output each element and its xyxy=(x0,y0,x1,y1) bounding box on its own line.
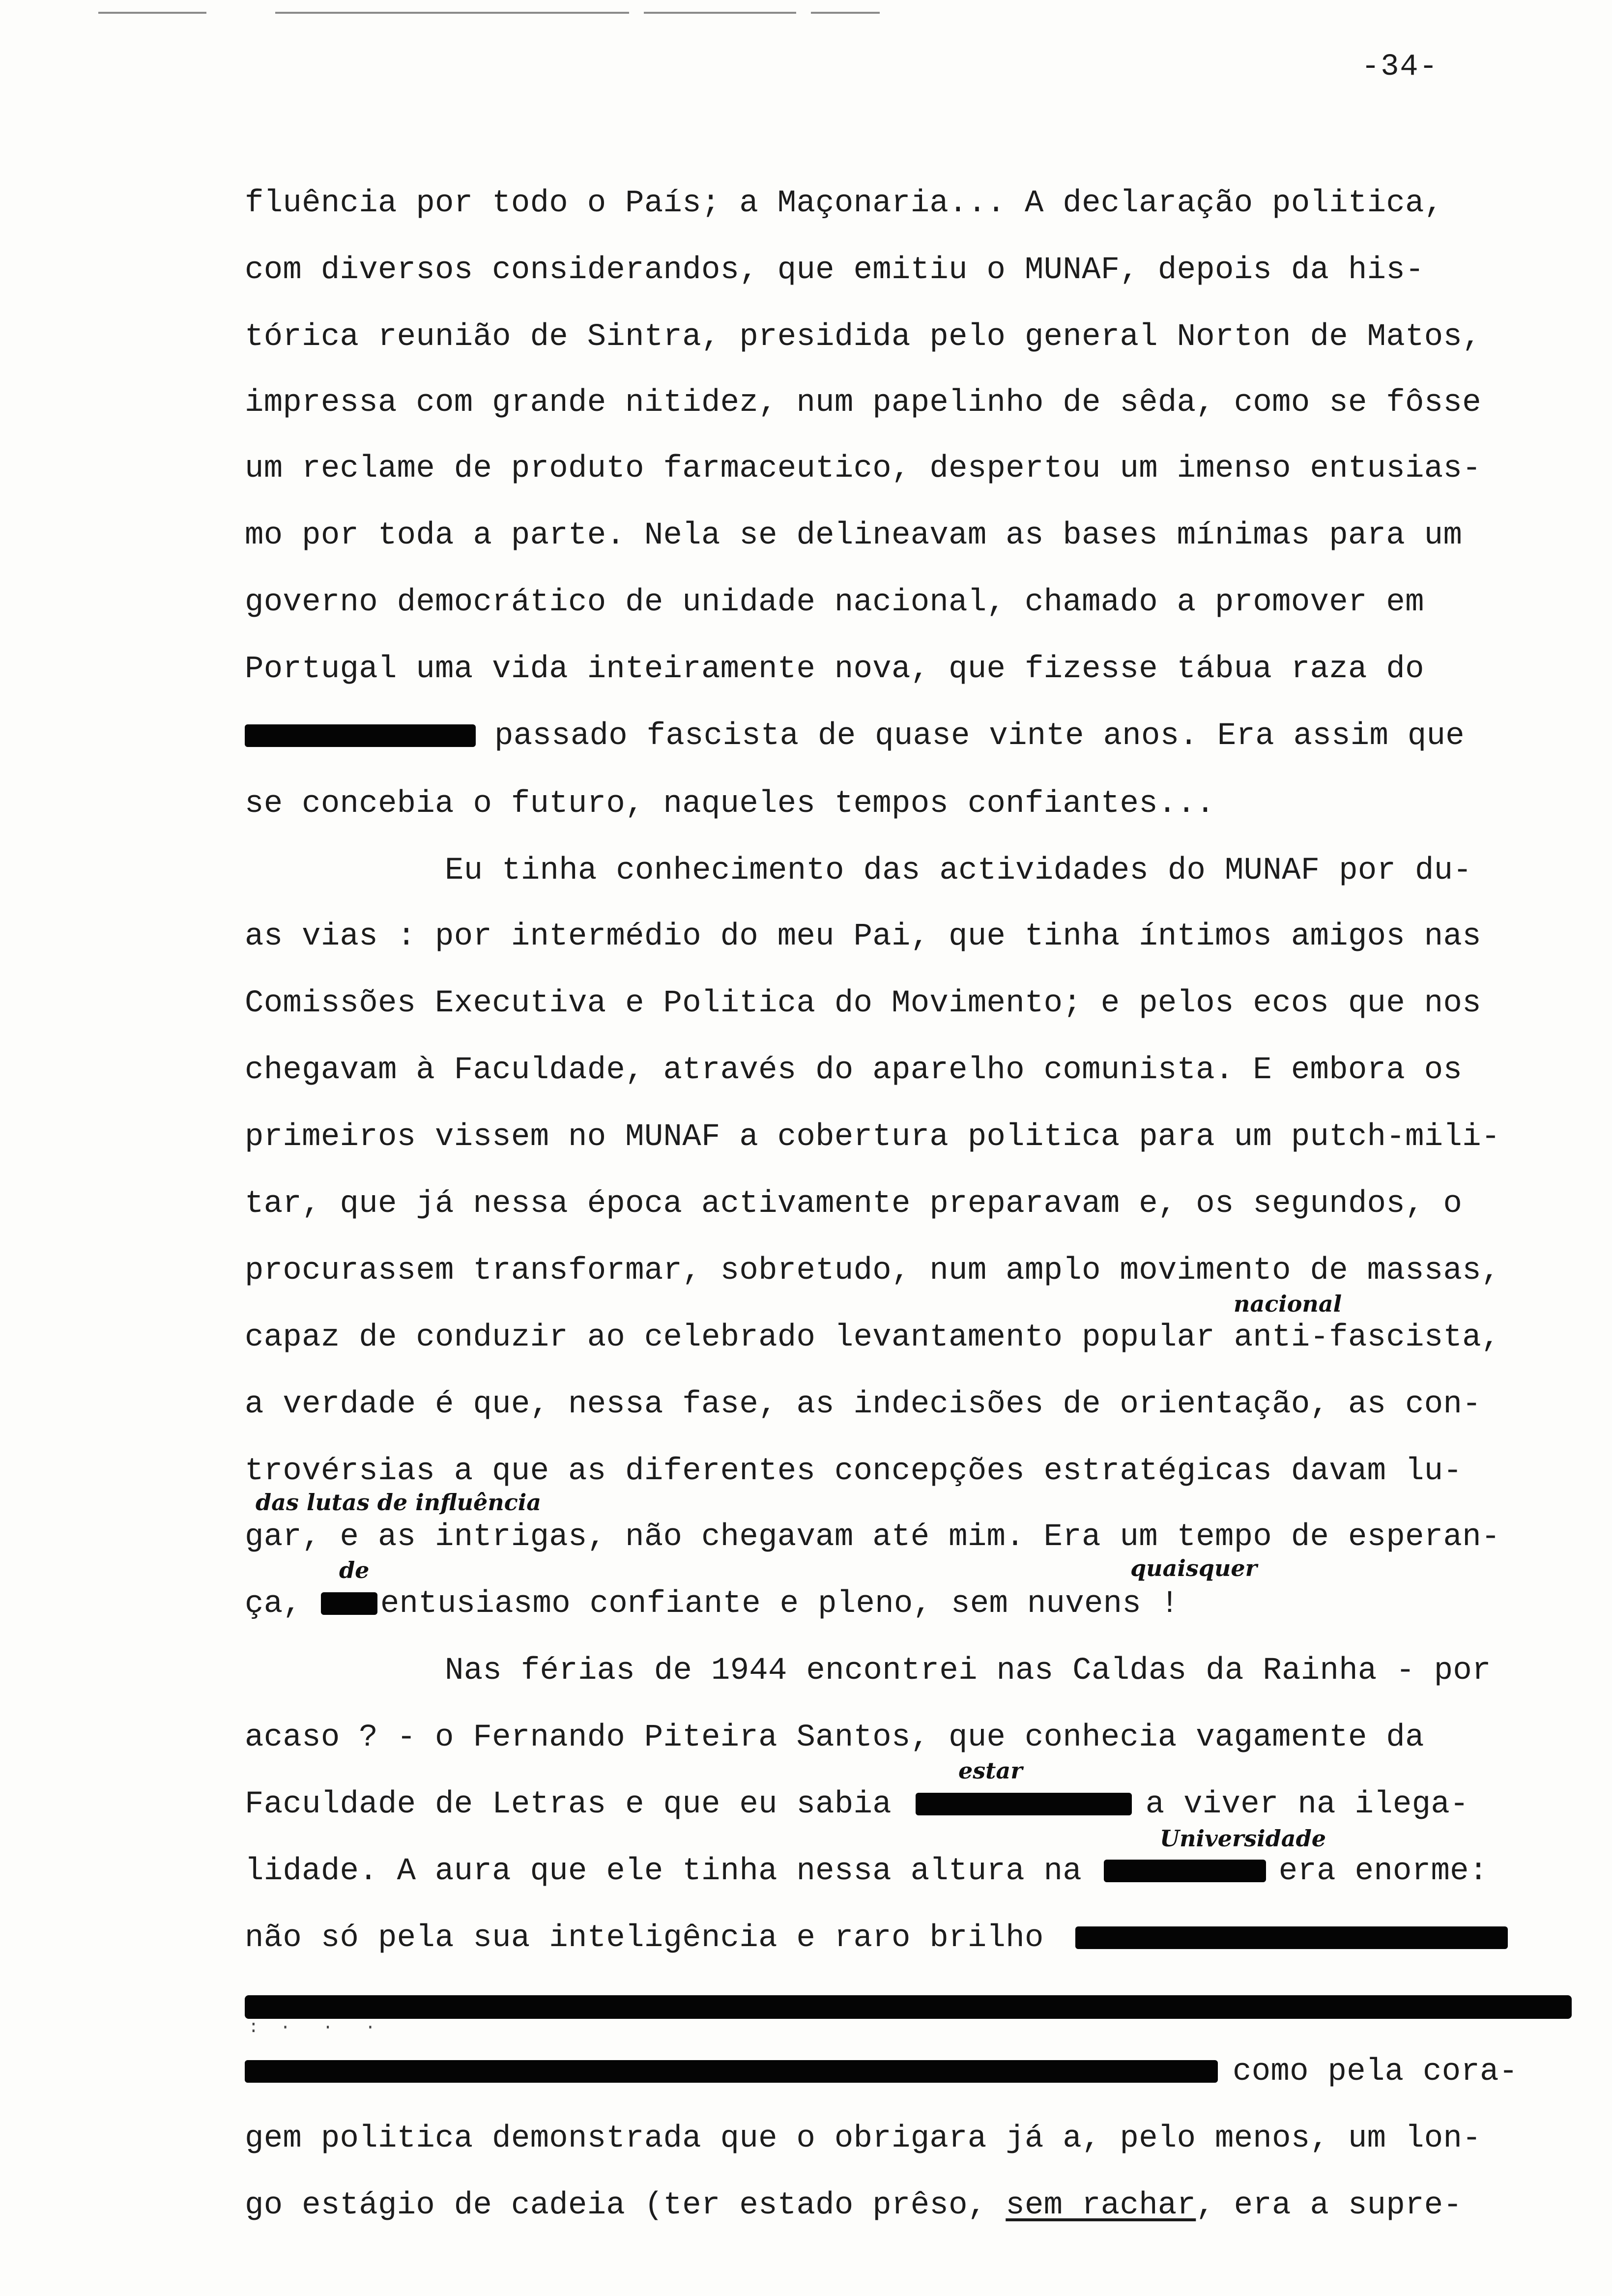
text-line: fluência por todo o País; a Maçonaria... A declaração politica, xyxy=(245,186,1443,221)
text-line: gar, e as intrigas, não chegavam até mim. Era um tempo de esperan- xyxy=(245,1520,1500,1555)
text-fragment: go estágio de cadeia (ter estado prêso, xyxy=(245,2188,1006,2223)
redaction-bar xyxy=(245,1995,1572,2019)
text-line: procurassem transformar, sobretudo, num amplo movimento de massas, xyxy=(245,1253,1500,1289)
text-fragment: passado fascista de quase vinte anos. Era assim que xyxy=(494,718,1465,754)
text-fragment: a viver na ilega- xyxy=(1145,1787,1469,1822)
handwritten-note: estar xyxy=(958,1757,1023,1784)
handwritten-note: nacional xyxy=(1234,1291,1342,1317)
text-line xyxy=(245,1923,1508,1954)
handwritten-note: das lutas de influência xyxy=(256,1489,542,1516)
text-line xyxy=(245,1789,1469,1820)
page-number: -34- xyxy=(1361,49,1439,84)
text-line: acaso ? - o Fernando Piteira Santos, que conhecia vagamente da xyxy=(245,1720,1424,1755)
text-fragment: lidade. A aura que ele tinha nessa altura na xyxy=(245,1854,1082,1889)
text-line: tar, que já nessa época activamente preparavam e, os segundos, o xyxy=(245,1186,1463,1222)
top-rule xyxy=(275,12,629,14)
text-line: com diversos considerandos, que emitiu o MUNAF, depois da his- xyxy=(245,253,1424,288)
underlined-text: sem rachar xyxy=(1006,2188,1196,2223)
text-line: tórica reunião de Sintra, presidida pelo general Norton de Matos, xyxy=(245,319,1481,355)
redaction-bar xyxy=(245,2060,1218,2083)
text-line: chegavam à Faculdade, através do aparelho comunista. E embora os xyxy=(245,1053,1463,1088)
text-fragment: era enorme: xyxy=(1278,1854,1488,1889)
paragraph-start-line: Eu tinha conhecimento das actividades do MUNAF por du- xyxy=(445,853,1472,889)
text-line: Portugal uma vida inteiramente nova, que fizesse tábua raza do xyxy=(245,652,1424,687)
redaction-bar xyxy=(1104,1860,1266,1882)
redaction-bar xyxy=(916,1793,1132,1815)
paragraph-start-line: Nas férias de 1944 encontrei nas Caldas da Rainha - por xyxy=(445,1653,1491,1689)
text-line xyxy=(245,2056,1518,2088)
text-line: Comissões Executiva e Politica do Movimento; e pelos ecos que nos xyxy=(245,986,1481,1021)
text-line: impressa com grande nitidez, num papelinho de sêda, como se fôsse xyxy=(245,385,1481,421)
text-line: gem politica demonstrada que o obrigara já a, pelo menos, um lon- xyxy=(245,2121,1481,2156)
text-line: primeiros vissem no MUNAF a cobertura politica para um putch-mili- xyxy=(245,1119,1500,1155)
text-line: mo por toda a parte. Nela se delineavam as bases mínimas para um xyxy=(245,518,1463,553)
handwritten-note: Universidade xyxy=(1160,1825,1326,1852)
text-line: se concebia o futuro, naqueles tempos confiantes... xyxy=(245,786,1215,822)
text-fragment: entusiasmo confiante e pleno, sem nuvens ! xyxy=(380,1586,1180,1622)
text-line xyxy=(245,720,1465,752)
handwritten-note: quaisquer xyxy=(1130,1555,1257,1581)
text-line xyxy=(245,1588,1180,1620)
text-line: trovérsias a que as diferentes concepções estratégicas davam lu- xyxy=(245,1454,1463,1489)
text-line: um reclame de produto farmaceutico, despertou um imenso entusias- xyxy=(245,451,1481,487)
top-rule xyxy=(98,12,206,14)
text-line: capaz de conduzir ao celebrado levantamento popular anti-fascista, xyxy=(245,1320,1500,1355)
top-rule xyxy=(811,12,880,14)
text-fragment: ça, xyxy=(245,1586,302,1622)
redaction-bar xyxy=(245,724,476,747)
text-fragment: não só pela sua inteligência e raro brilho xyxy=(245,1921,1044,1956)
handwritten-note: de xyxy=(339,1557,370,1583)
redaction-bar xyxy=(321,1592,377,1615)
text-line xyxy=(245,2190,1462,2221)
text-fragment: , era a supre- xyxy=(1196,2188,1463,2223)
text-fragment: Faculdade de Letras e que eu sabia xyxy=(245,1787,892,1822)
top-rule xyxy=(644,12,796,14)
text-fragment: como pela cora- xyxy=(1233,2054,1518,2090)
text-line: governo democrático de unidade nacional, chamado a promover em xyxy=(245,585,1424,620)
text-line: a verdade é que, nessa fase, as indecisões de orientação, as con- xyxy=(245,1387,1481,1422)
text-line: as vias : por intermédio do meu Pai, que tinha íntimos amigos nas xyxy=(245,919,1481,954)
redaction-bar xyxy=(1075,1926,1508,1949)
specks: : · · · xyxy=(248,2017,376,2038)
text-line xyxy=(245,1856,1488,1887)
